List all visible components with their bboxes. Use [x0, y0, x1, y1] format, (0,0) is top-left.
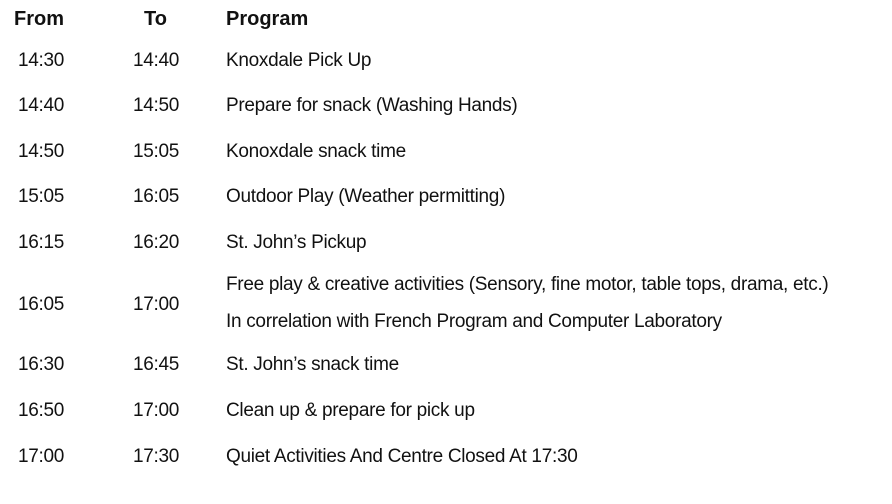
cell-program: Free play & creative activities (Sensory, fine motor, table tops, drama, etc.) — [226, 274, 829, 295]
cell-program-line2: In correlation with French Program and Computer Laboratory — [226, 311, 722, 332]
header-from: From — [14, 8, 64, 30]
cell-to: 14:50 — [133, 95, 180, 116]
cell-to: 17:00 — [133, 294, 180, 315]
cell-from: 14:50 — [18, 141, 65, 162]
cell-from: 14:30 — [18, 50, 65, 71]
cell-program: Konoxdale snack time — [226, 141, 406, 162]
cell-from: 14:40 — [18, 95, 65, 116]
cell-from: 17:00 — [18, 446, 65, 467]
header-program: Program — [226, 8, 309, 30]
cell-from: 16:05 — [18, 294, 65, 315]
cell-to: 17:00 — [133, 400, 180, 421]
cell-program: Clean up & prepare for pick up — [226, 400, 475, 421]
cell-program: Knoxdale Pick Up — [226, 50, 372, 71]
cell-from: 16:15 — [18, 232, 65, 253]
table-header — [0, 8, 892, 34]
cell-from: 15:05 — [18, 186, 65, 207]
cell-to: 17:30 — [133, 446, 180, 467]
cell-program: Outdoor Play (Weather permitting) — [226, 186, 506, 207]
cell-program: St. John’s Pickup — [226, 232, 367, 253]
cell-to: 16:05 — [133, 186, 180, 207]
cell-to: 16:20 — [133, 232, 180, 253]
header-to: To — [144, 8, 167, 30]
cell-program: St. John’s snack time — [226, 354, 399, 375]
cell-program: Prepare for snack (Washing Hands) — [226, 95, 518, 116]
cell-to: 16:45 — [133, 354, 180, 375]
cell-from: 16:50 — [18, 400, 65, 421]
cell-to: 14:40 — [133, 50, 180, 71]
cell-to: 15:05 — [133, 141, 180, 162]
cell-program: Quiet Activities And Centre Closed At 17:30 — [226, 446, 578, 467]
cell-from: 16:30 — [18, 354, 65, 375]
